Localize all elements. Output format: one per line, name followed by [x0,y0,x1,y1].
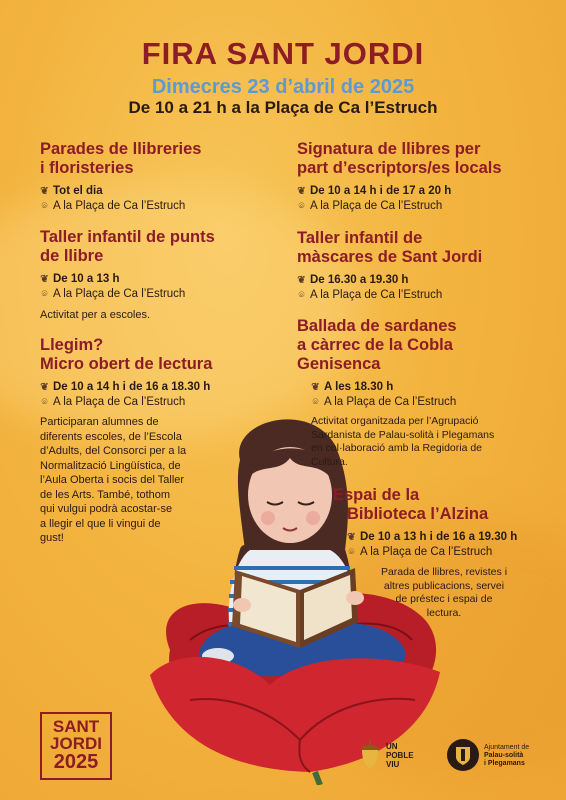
page-title: FIRA SANT JORDI [141,36,425,71]
event-llegim [40,336,270,546]
note-line: Normalització Lingüística, de [40,459,181,472]
event-note [359,566,529,620]
note-line: en col·laboració amb la Regidoria de [311,442,483,454]
badge-line: JORDI [50,734,102,753]
event-title: Taller infantil de punts [40,228,215,246]
logo-line: i Plegamans [484,760,525,767]
event-title: Genisenca [297,355,381,373]
rose-icon: ❦ [40,186,49,197]
location-pin-icon: ⌾ [41,289,48,300]
acorn-icon [358,740,382,770]
event-title: Taller infantil de [297,229,423,247]
event-place: A la Plaça de Ca l’Estruch [53,200,186,212]
ajuntament-logo [446,738,546,778]
badge-line: SANT [52,717,100,736]
rose-icon: ❦ [40,274,49,285]
note-line: Parada de llibres, revistes i [380,566,508,578]
event-title: i floristeries [40,159,134,177]
event-biblioteca [333,486,548,620]
event-title: de llibre [40,247,104,265]
event-time: De 10 a 14 h i de 17 a 20 h [310,185,452,197]
location-pin-icon: ⌾ [41,201,48,212]
event-taller-mascares [297,229,542,303]
event-time: Tot el dia [53,185,103,197]
note-line: altres publicacions, servei [383,579,505,592]
event-title: Signatura de llibres per [297,140,481,158]
note-line: d’Adults, del Consorci per a la [40,445,187,457]
event-title: màscares de Sant Jordi [297,248,483,266]
note-line: qui vulgui podrà acostar-se [40,503,173,515]
event-time: De 10 a 14 h i de 16 a 18.30 h [53,381,211,393]
event-title: Ballada de sardanes [297,317,457,335]
location-pin-icon: ⌾ [312,397,319,408]
event-sardanes [297,317,542,469]
note-line: Participaran alumnes de [40,416,159,428]
rose-icon: ❦ [297,186,306,197]
note-line: de les Arts. També, tothom [40,488,171,501]
event-note [311,415,542,469]
event-taller-punts [40,228,270,322]
event-place: A la Plaça de Ca l’Estruch [310,289,443,301]
event-note: Activitat per a escoles. [40,309,151,321]
rose-icon: ❦ [40,382,49,393]
logo-line: Palau-solità [484,752,524,759]
event-title: Llegim? [40,336,104,354]
event-note [40,415,270,546]
event-title: Parades de llibreries [40,140,202,158]
event-date: Dimecres 23 d’abril de 2025 [151,76,415,98]
event-title: a càrrec de la Cobla [297,336,453,354]
un-poble-viu-logo [358,738,418,778]
sant-jordi-2025-badge [40,712,112,780]
rose-icon: ❦ [311,382,320,393]
event-time: De 10 a 13 h [53,273,120,285]
event-signatura [297,140,542,214]
event-place: A la Plaça de Ca l’Estruch [324,396,457,408]
note-line: de préstec i espai de [395,593,493,605]
event-place: A la Plaça de Ca l’Estruch [53,288,186,300]
event-time: A les 18.30 h [324,381,394,393]
note-line: diferents escoles, de l’Escola [40,430,182,443]
note-line: Cultura. [311,455,348,468]
event-place: A la Plaça de Ca l’Estruch [360,546,493,558]
note-line: Activitat organitzada per l’Agrupació [311,415,479,427]
event-parades [40,140,270,214]
logo-line: POBLE [386,751,414,760]
event-place: A la Plaça de Ca l’Estruch [53,396,186,408]
badge-line: 2025 [53,751,99,773]
location-pin-icon: ⌾ [348,547,355,558]
note-line: gust! [40,532,64,544]
event-title: Micro obert de lectura [40,355,213,373]
location-pin-icon: ⌾ [41,397,48,408]
event-place: A la Plaça de Ca l’Estruch [310,200,443,212]
event-title: Biblioteca l’Alzina [347,505,489,523]
location-pin-icon: ⌾ [298,201,305,212]
location-pin-icon: ⌾ [298,290,305,301]
event-time: De 16.30 a 19.30 h [310,274,409,286]
coat-of-arms-icon [446,738,480,772]
logo-line: UN [386,742,398,751]
note-line: a llegir el que li vingui de [40,517,161,530]
event-hours: De 10 a 21 h a la Plaça de Ca l’Estruch [128,98,438,117]
rose-icon: ❦ [297,275,306,286]
rose-icon: ❦ [347,532,356,543]
logo-line: Ajuntament de [484,744,530,751]
event-title: part d’escriptors/es locals [297,159,502,177]
event-title: Espai de la [333,486,420,504]
note-line: lectura. [426,606,462,619]
note-line: l’Aula Oberta i socis del Taller [40,474,185,486]
note-line: Sardanista de Palau-solità i Plegamans [311,428,495,441]
event-time: De 10 a 13 h i de 16 a 19.30 h [360,531,518,543]
logo-line: VIU [386,760,400,769]
